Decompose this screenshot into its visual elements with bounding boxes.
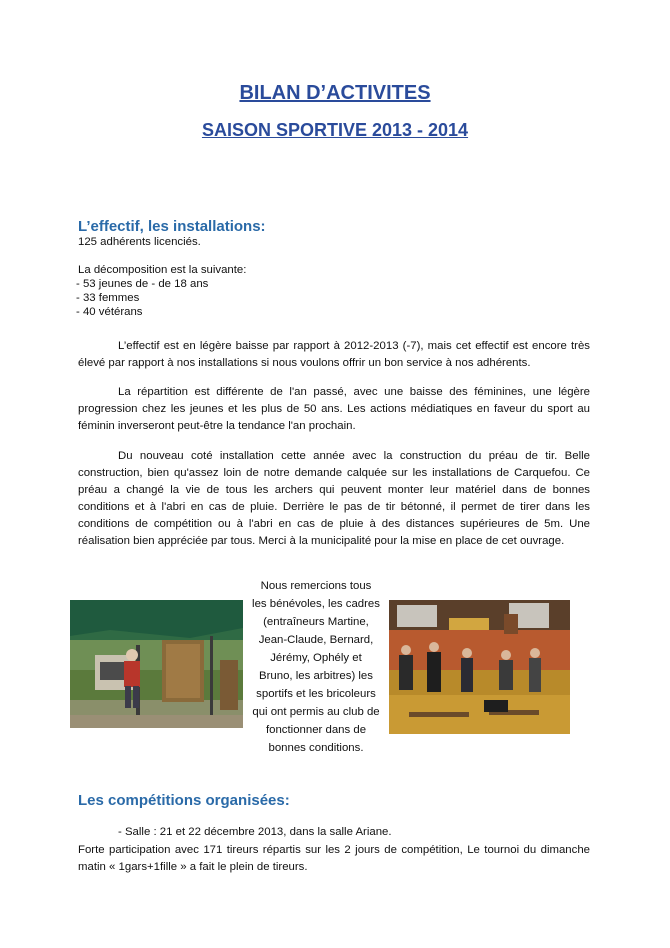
photo-salle-installation bbox=[389, 600, 570, 734]
page-title: BILAN D’ACTIVITES bbox=[239, 82, 431, 104]
page-subtitle: SAISON SPORTIVE 2013 - 2014 bbox=[201, 120, 469, 140]
paragraph-repartition: La répartition est différente de l'an passé, avec une baisse des féminines, une légère progression chez les jeunes et les plus de 50 ans. Les actions médiatiques en faveur du sport au féminin inverseront peut-être la tendance l'an prochain. bbox=[78, 386, 590, 432]
competition-participation: Forte participation avec 171 tireurs répartis sur les 2 jours de compétition, Le tournoi du dimanche matin « 1gars+1fille » a fait le plein de tireurs. bbox=[78, 844, 590, 873]
section-heading-competitions: Les compétitions organisées: bbox=[78, 792, 290, 809]
member-count: 125 adhérents licenciés. bbox=[78, 236, 201, 248]
breakdown-item: - 40 vétérans bbox=[76, 306, 143, 318]
decomposition-intro: La décomposition est la suivante: bbox=[78, 264, 247, 276]
paragraph-installation: Du nouveau coté installation cette année avec la construction du préau de tir. Belle construction, bien qu'assez loin de notre demande calquée sur les installations de Carquefou. Ce préau a changé la vie de tous les archers qui peuvent monter leur matériel dans de bonnes conditions et à l'abri en cas de pluie. Derrière le pas de tir bétonné, il permet de tirer dans les conditions de compétition ou à l'abri en cas de pluie à des distances supérieures de 5m. Une réalisation bien appréciée par tous. Merci à la municipalité pour la mise en place de cet ouvrage. bbox=[78, 450, 590, 547]
paragraph-effectif: L’effectif est en légère baisse par rapport à 2012-2013 (-7), mais cet effectif est encore très élevé par rapport à nos installations si nous voulons offrir un bon service à nos adhérents. bbox=[78, 340, 590, 369]
thanks-caption: Nous remercions tous les bénévoles, les cadres (entraîneurs Martine, Jean-Claude, Bernard, Jérémy, Ophély et Bruno, les arbitres) les sportifs et les bricoleurs qui ont permis au club de fonctionner dans de bonnes conditions. bbox=[252, 580, 380, 754]
photo-preau-construction bbox=[70, 600, 243, 728]
breakdown-item: - 33 femmes bbox=[76, 292, 140, 304]
breakdown-item: - 53 jeunes de - de 18 ans bbox=[76, 278, 209, 290]
section-heading-effectif: L’effectif, les installations: bbox=[78, 218, 266, 235]
competition-salle: - Salle : 21 et 22 décembre 2013, dans la salle Ariane. bbox=[118, 826, 392, 838]
